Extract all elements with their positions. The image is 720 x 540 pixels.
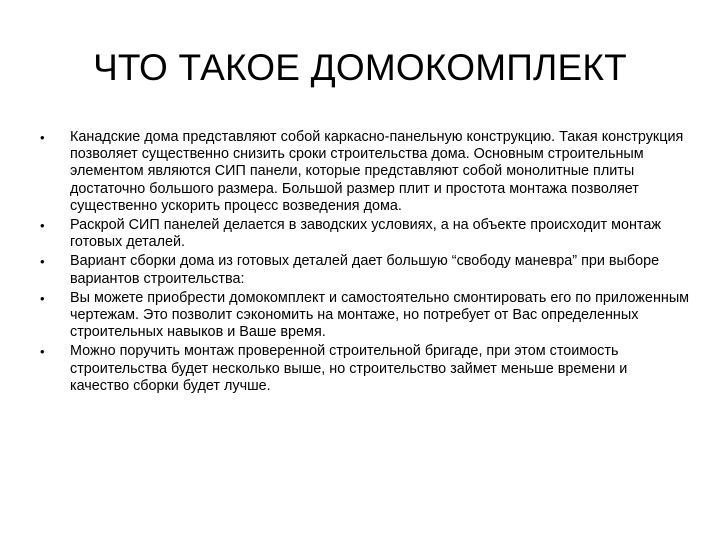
bullet-text: Канадские дома представляют собой каркасно-панельную конструкцию. Такая конструкция позволяет существенно снизить сроки строительства дома. Основным строительным элементом являются СИП панели, которые представляют собой монолитные плиты достаточно большого размера. Большой размер плит и простота монтажа позволяет существенно ускорить процесс возведения дома.	[70, 129, 684, 214]
bullet-marker: •	[40, 290, 45, 306]
bullet-marker: •	[40, 344, 45, 360]
bullet-item-canadian-houses	[40, 129, 690, 215]
slide-title: ЧТО ТАКОЕ ДОМОКОМПЛЕКТ	[93, 47, 627, 88]
bullet-item-hire-brigade	[40, 343, 690, 395]
bullet-list	[40, 129, 690, 397]
bullet-item-assembly-variant	[40, 253, 690, 287]
bullet-item-self-assembly	[40, 290, 690, 342]
bullet-marker: •	[40, 218, 45, 234]
bullet-marker: •	[40, 130, 45, 145]
bullet-text: Можно поручить монтаж проверенной строительной бригаде, при этом стоимость строительства будет несколько выше, но строительство займет меньше времени и качество сборки будет лучше.	[70, 343, 628, 394]
bullet-marker: •	[40, 254, 45, 270]
bullet-text: Раскрой СИП панелей делается в заводских условиях, а на объекте происходит монтаж готовых деталей.	[70, 217, 661, 251]
bullet-text: Вы можете приобрести домокомплект и самостоятельно смонтировать его по приложенным чертежам. Это позволит сэкономить на монтаже, но потребует от Вас определенных строительных навыков и Ваше время.	[70, 289, 690, 341]
bullet-item-sip-cutting	[40, 217, 690, 251]
bullet-text: Вариант сборки дома из готовых деталей дает большую “свободу маневра” при выборе вариантов строительства:	[70, 253, 660, 287]
